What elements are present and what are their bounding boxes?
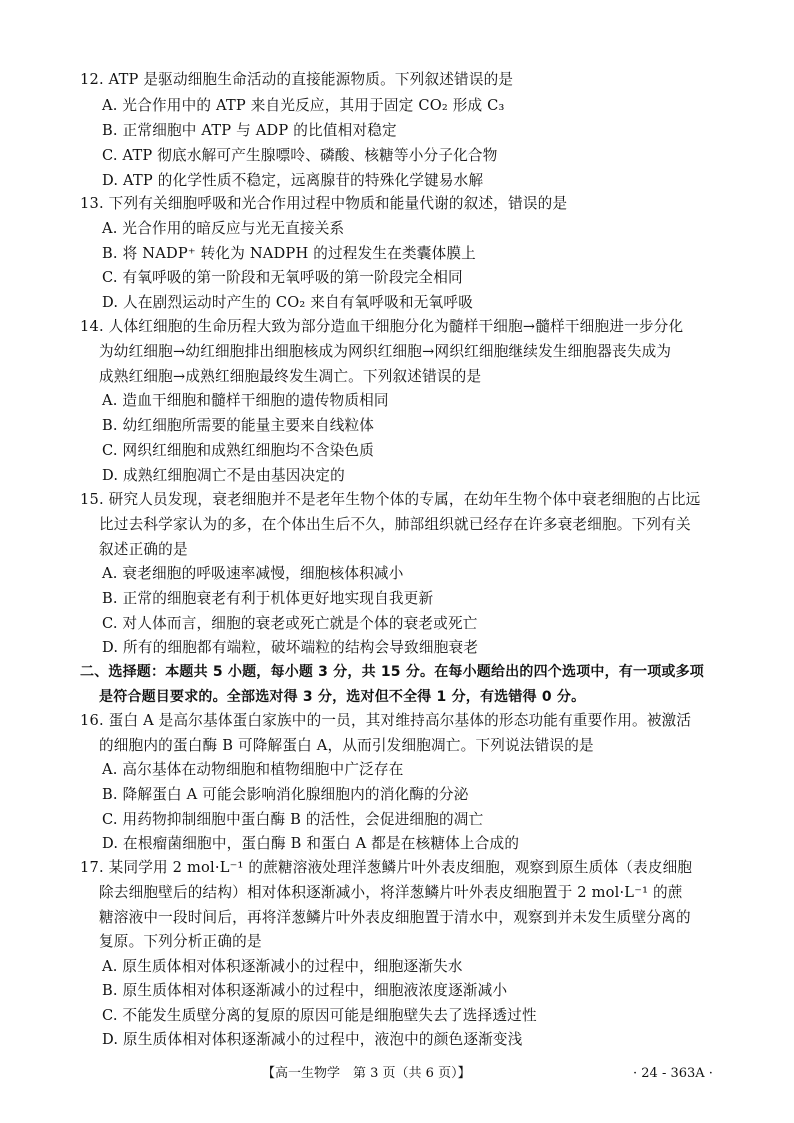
question-13-stem: 13. 下列有关细胞呼吸和光合作用过程中物质和能量代谢的叙述，错误的是 [80, 195, 568, 212]
question-12-option-a: A. 光合作用中的 ATP 来自光反应，其用于固定 CO₂ 形成 C₃ [102, 97, 505, 114]
question-14-stem-line-3: 成熟红细胞→成熟红细胞最终发生凋亡。下列叙述错误的是 [99, 368, 482, 385]
question-15-stem-line-2: 比过去科学家认为的多，在个体出生后不久，肺部组织就已经存在许多衰老细胞。下列有关 [99, 516, 691, 533]
question-14-option-a: A. 造血干细胞和髓样干细胞的遗传物质相同 [102, 392, 389, 409]
question-17-option-b: B. 原生质体相对体积逐渐减小的过程中，细胞液浓度逐渐减小 [102, 982, 508, 999]
question-15-stem-line-3: 叙述正确的是 [99, 541, 188, 558]
question-17-stem-line-3: 糖溶液中一段时间后，再将洋葱鳞片叶外表皮细胞置于清水中，观察到并未发生质壁分离的 [99, 909, 691, 926]
question-16-option-d: D. 在根瘤菌细胞中，蛋白酶 B 和蛋白 A 都是在核糖体上合成的 [102, 835, 520, 852]
question-14-stem-line-2: 为幼红细胞→幼红细胞排出细胞核成为网织红细胞→网织红细胞继续发生细胞器丧失成为 [99, 343, 672, 360]
question-17-stem-line-1: 17. 某同学用 2 mol·L⁻¹ 的蔗糖溶液处理洋葱鳞片叶外表皮细胞，观察到原生质体（表皮细胞 [80, 859, 693, 876]
question-14-stem-line-1: 14. 人体红细胞的生命历程大致为部分造血干细胞分化为髓样干细胞→髓样干细胞进一步分化 [80, 318, 684, 335]
question-15-option-d: D. 所有的细胞都有端粒，破坏端粒的结构会导致细胞衰老 [102, 639, 479, 656]
question-15-stem-line-1: 15. 研究人员发现，衰老细胞并不是老年生物个体的专属，在幼年生物个体中衰老细胞的占比远 [80, 491, 701, 508]
question-12-option-b: B. 正常细胞中 ATP 与 ADP 的比值相对稳定 [102, 122, 397, 139]
question-15-option-a: A. 衰老细胞的呼吸速率减慢，细胞核体积减小 [102, 565, 404, 582]
footer-page-info: 【高一生物学 第 3 页（共 6 页）】 [262, 1066, 471, 1081]
question-17-stem-line-4: 复原。下列分析正确的是 [99, 933, 262, 950]
question-16-option-c: C. 用药物抑制细胞中蛋白酶 B 的活性，会促进细胞的凋亡 [102, 811, 484, 828]
question-12-option-c: C. ATP 彻底水解可产生腺嘌呤、磷酸、核糖等小分子化合物 [102, 147, 498, 164]
question-13-option-d: D. 人在剧烈运动时产生的 CO₂ 来自有氧呼吸和无氧呼吸 [102, 294, 473, 311]
question-17-option-c: C. 不能发生质壁分离的复原的原因可能是细胞壁失去了选择透过性 [102, 1007, 537, 1024]
question-16-option-a: A. 高尔基体在动物细胞和植物细胞中广泛存在 [102, 761, 404, 778]
question-15-option-c: C. 对人体而言，细胞的衰老或死亡就是个体的衰老或死亡 [102, 615, 478, 632]
question-13-option-c: C. 有氧呼吸的第一阶段和无氧呼吸的第一阶段完全相同 [102, 269, 463, 286]
question-14-option-b: B. 幼红细胞所需要的能量主要来自线粒体 [102, 417, 375, 434]
question-14-option-d: D. 成熟红细胞凋亡不是由基因决定的 [102, 467, 345, 484]
question-17-stem-line-2: 除去细胞壁后的结构）相对体积逐渐减小，将洋葱鳞片叶外表皮细胞置于 2 mol·L⁻¹ 的蔗 [99, 884, 683, 901]
question-15-option-b: B. 正常的细胞衰老有利于机体更好地实现自我更新 [102, 590, 434, 607]
question-14-option-c: C. 网织红细胞和成熟红细胞均不含染色质 [102, 442, 375, 459]
question-17-option-d: D. 原生质体相对体积逐渐减小的过程中，液泡中的颜色逐渐变浅 [102, 1031, 523, 1048]
question-12-option-d: D. ATP 的化学性质不稳定，远离腺苷的特殊化学键易水解 [102, 172, 484, 189]
question-13-option-b: B. 将 NADP⁺ 转化为 NADPH 的过程发生在类囊体膜上 [102, 245, 476, 262]
section-2-instructions-line-2: 是符合题目要求的。全部选对得 3 分，选对但不全得 1 分，有选错得 0 分。 [99, 689, 586, 705]
question-17-option-a: A. 原生质体相对体积逐渐减小的过程中，细胞逐渐失水 [102, 958, 463, 975]
question-12-stem: 12. ATP 是驱动细胞生命活动的直接能源物质。下列叙述错误的是 [80, 71, 514, 88]
question-16-stem-line-2: 的细胞内的蛋白酶 B 可降解蛋白 A，从而引发细胞凋亡。下列说法错误的是 [99, 737, 594, 754]
section-2-instructions-line-1: 二、选择题：本题共 5 小题，每小题 3 分，共 15 分。在每小题给出的四个选项中，有一项或多项 [80, 664, 705, 680]
question-16-option-b: B. 降解蛋白 A 可能会影响消化腺细胞内的消化酶的分泌 [102, 786, 469, 803]
question-16-stem-line-1: 16. 蛋白 A 是高尔基体蛋白家族中的一员，其对维持高尔基体的形态功能有重要作用。被激活 [80, 712, 692, 729]
footer-code: · 24 - 363A · [633, 1066, 713, 1081]
question-13-option-a: A. 光合作用的暗反应与光无直接关系 [102, 220, 345, 237]
